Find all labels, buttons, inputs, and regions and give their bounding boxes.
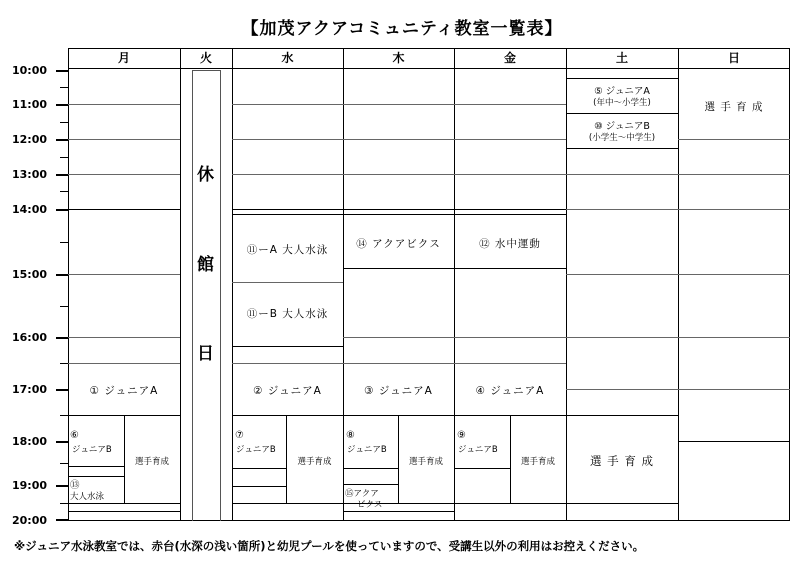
- row-line: [343, 363, 454, 364]
- class-fri-9-num: ⑨: [457, 430, 466, 441]
- time-label: 15:00: [12, 268, 48, 281]
- half-tick: [60, 503, 68, 504]
- row-line: [232, 214, 343, 215]
- row-line: [454, 503, 566, 504]
- class-wed-11a: ⑪ーA 大人水泳: [246, 244, 329, 256]
- row-line: [678, 139, 790, 140]
- row-line: [232, 282, 343, 283]
- class-sat-athlete: 選 手 育 成: [590, 454, 654, 468]
- class-mon-6-num: ⑥: [70, 430, 79, 441]
- hour-tick: [56, 441, 68, 443]
- row-line: [678, 389, 790, 390]
- class-mon-junior-a: ① ジュニアA: [89, 385, 159, 397]
- row-line: [68, 139, 180, 140]
- day-header-sun: 日: [727, 51, 740, 65]
- class-wed-junior-a: ② ジュニアA: [253, 385, 322, 397]
- time-label: 12:00: [12, 133, 48, 146]
- row-line: [678, 174, 790, 175]
- class-sat-5-line2: (年中～小学生): [593, 98, 651, 108]
- closed-box-right: [220, 70, 221, 521]
- row-line: [343, 104, 454, 105]
- column-divider: [232, 48, 233, 521]
- closed-box-top: [192, 70, 221, 71]
- row-line: [68, 104, 180, 105]
- row-line: [343, 174, 454, 175]
- schedule-grid: [68, 48, 790, 521]
- class-thu-8-num: ⑧: [346, 430, 355, 441]
- class-thu-aquabics: ⑭ アクアビクス: [356, 238, 441, 250]
- time-label: 10:00: [12, 64, 48, 77]
- row-line: [566, 415, 678, 416]
- half-tick: [60, 415, 68, 416]
- half-tick: [60, 157, 68, 158]
- class-fri-junior-a: ④ ジュニアA: [475, 385, 545, 397]
- class-fri-water-exercise: ⑫ 水中運動: [479, 238, 541, 250]
- half-tick: [60, 122, 68, 123]
- row-line: [232, 174, 343, 175]
- class-thu-junior-a: ③ ジュニアA: [364, 385, 433, 397]
- row-line: [343, 468, 398, 469]
- row-line: [68, 274, 180, 275]
- column-divider: [180, 48, 181, 521]
- time-label: 18:00: [12, 435, 48, 448]
- hour-tick: [56, 174, 68, 176]
- half-tick: [60, 306, 68, 307]
- class-mon-athlete: 選手育成: [134, 457, 169, 467]
- row-line: [343, 209, 454, 210]
- class-thu-8-name: ジュニアB: [347, 445, 387, 455]
- closed-char-1: 休: [197, 165, 214, 185]
- row-line: [232, 503, 343, 504]
- row-line: [68, 174, 180, 175]
- row-line: [678, 274, 790, 275]
- class-mon-13-num: ⑬: [70, 480, 80, 491]
- row-line: [232, 486, 286, 487]
- class-thu-15-line1: ⑮アクア: [345, 489, 379, 499]
- row-line: [566, 209, 678, 210]
- row-line: [68, 209, 180, 210]
- column-divider: [454, 48, 455, 521]
- row-line: [343, 511, 454, 512]
- row-line: [68, 503, 180, 504]
- footnote: ※ジュニア水泳教室では、赤台(水深の浅い箇所)と幼児プールを使っていますので、受講生以外の利用はお控えください。: [14, 539, 645, 553]
- class-wed-7-name: ジュニアB: [236, 445, 276, 455]
- row-line: [678, 209, 790, 210]
- row-line: [232, 139, 343, 140]
- time-label: 13:00: [12, 168, 48, 181]
- row-line: [454, 337, 566, 338]
- day-header-thu: 木: [392, 51, 405, 65]
- half-tick: [60, 463, 68, 464]
- time-label: 19:00: [12, 479, 48, 492]
- row-line: [232, 346, 343, 347]
- header-divider: [68, 68, 790, 69]
- row-line: [232, 468, 286, 469]
- class-mon-6-name: ジュニアB: [72, 445, 112, 455]
- row-line: [343, 337, 454, 338]
- row-line: [232, 415, 343, 416]
- hour-tick: [56, 389, 68, 391]
- row-line: [678, 337, 790, 338]
- class-sat-10-line1: ⑩ ジュニアB: [594, 121, 650, 132]
- row-line: [454, 268, 566, 269]
- row-line: [232, 209, 343, 210]
- row-line: [454, 139, 566, 140]
- day-header-tue: 火: [199, 51, 212, 65]
- closed-char-2: 館: [197, 255, 214, 275]
- hour-tick: [56, 70, 68, 72]
- row-line: [454, 104, 566, 105]
- class-fri-athlete: 選手育成: [520, 457, 555, 467]
- hour-tick: [56, 337, 68, 339]
- class-sun-athlete: 選 手 育 成: [704, 101, 764, 113]
- class-sat-10-line2: (小学生～中学生): [588, 133, 656, 143]
- half-tick: [60, 191, 68, 192]
- hour-tick: [56, 104, 68, 106]
- class-wed-7-num: ⑦: [235, 430, 244, 441]
- hour-tick: [56, 139, 68, 141]
- row-line: [68, 337, 180, 338]
- closed-box-left: [192, 70, 193, 521]
- row-line: [343, 484, 398, 485]
- row-line: [566, 78, 678, 79]
- row-line: [68, 511, 180, 512]
- row-line: [68, 363, 180, 364]
- day-header-wed: 水: [281, 51, 294, 65]
- row-line: [678, 441, 790, 442]
- row-line: [232, 104, 343, 105]
- time-label: 11:00: [12, 98, 48, 111]
- half-tick: [60, 87, 68, 88]
- row-line: [454, 214, 566, 215]
- row-line: [566, 274, 678, 275]
- row-line: [68, 466, 124, 467]
- row-line: [566, 174, 678, 175]
- hour-tick: [56, 485, 68, 487]
- time-label: 20:00: [12, 514, 48, 527]
- class-thu-15-line2: ビクス: [357, 500, 383, 510]
- row-line: [454, 209, 566, 210]
- column-divider: [678, 48, 679, 521]
- half-tick: [60, 363, 68, 364]
- row-line: [566, 113, 678, 114]
- row-line: [454, 363, 566, 364]
- hour-tick: [56, 519, 68, 521]
- column-divider: [343, 48, 344, 521]
- class-fri-9-name: ジュニアB: [458, 445, 498, 455]
- half-tick: [60, 242, 68, 243]
- row-line: [454, 174, 566, 175]
- time-label: 16:00: [12, 331, 48, 344]
- row-line: [566, 503, 678, 504]
- row-line: [566, 148, 678, 149]
- day-header-sat: 土: [615, 51, 628, 65]
- row-line: [454, 468, 510, 469]
- class-wed-athlete: 選手育成: [297, 457, 332, 467]
- day-header-mon: 月: [117, 51, 130, 65]
- row-line: [566, 337, 678, 338]
- row-line: [343, 268, 454, 269]
- class-wed-11b: ⑪ーB 大人水泳: [246, 308, 329, 320]
- class-sat-5-line1: ⑤ ジュニアA: [594, 86, 650, 97]
- day-header-fri: 金: [503, 51, 516, 65]
- closed-char-3: 日: [197, 344, 214, 364]
- time-label: 14:00: [12, 203, 48, 216]
- class-thu-athlete: 選手育成: [408, 457, 443, 467]
- hour-tick: [56, 209, 68, 211]
- row-line: [232, 363, 343, 364]
- row-line: [343, 214, 454, 215]
- row-line: [566, 389, 678, 390]
- row-line: [343, 139, 454, 140]
- class-mon-13-name: 大人水泳: [70, 492, 105, 502]
- hour-tick: [56, 274, 68, 276]
- page-title: 【加茂アクアコミュニティ教室一覧表】: [241, 19, 563, 39]
- time-label: 17:00: [12, 383, 48, 396]
